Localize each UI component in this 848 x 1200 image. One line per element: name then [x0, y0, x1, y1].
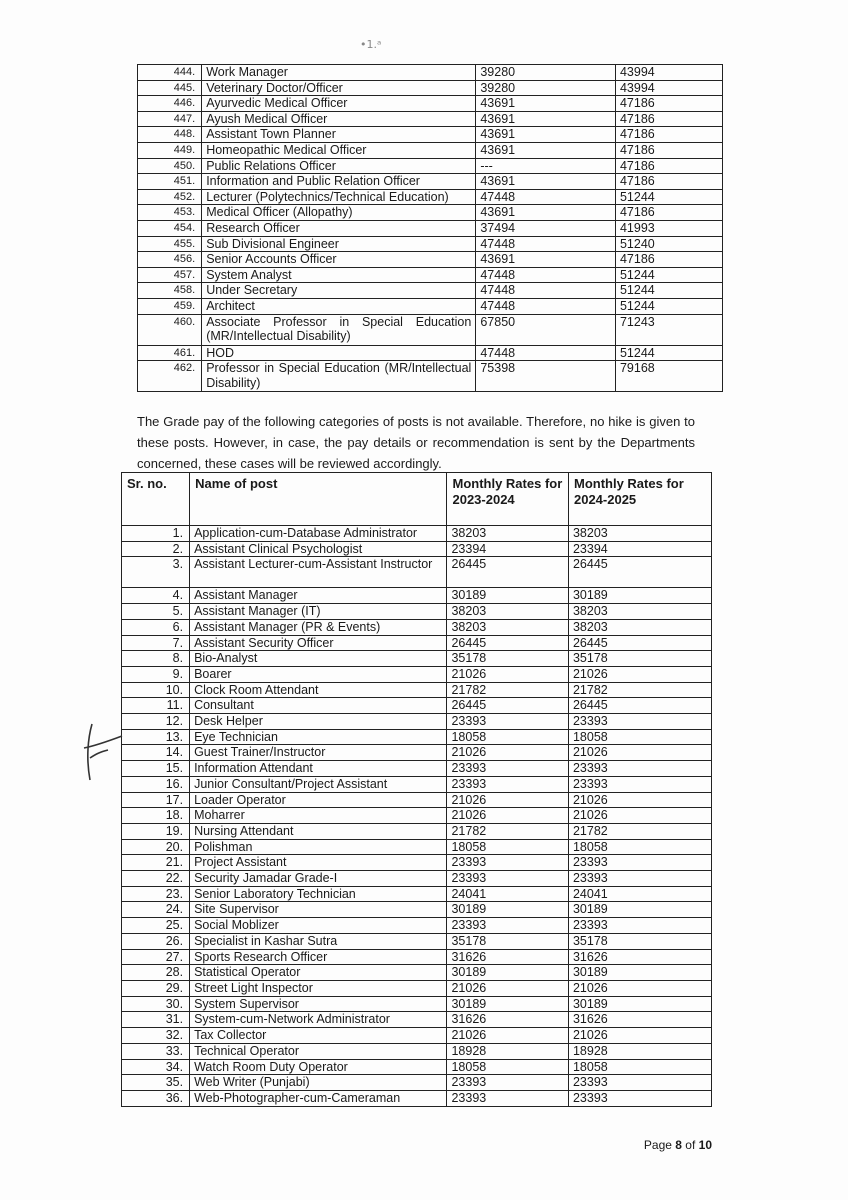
table-row [122, 541, 712, 557]
table-row [138, 314, 723, 345]
post-name-cell: Information and Public Relation Officer [202, 174, 476, 190]
rate-2024-2025-cell: 18058 [568, 839, 711, 855]
serial-number-cell: 23. [122, 886, 190, 902]
post-name-cell: Statistical Operator [190, 965, 447, 981]
serial-number-cell: 24. [122, 902, 190, 918]
rate-2023-2024-cell: 30189 [447, 965, 569, 981]
serial-number-cell: 12. [122, 714, 190, 730]
serial-number-cell: 31. [122, 1012, 190, 1028]
post-name-cell: Assistant Lecturer-cum-Assistant Instructor [190, 557, 447, 588]
rate-2024-2025-cell: 51244 [615, 298, 722, 314]
rate-2023-2024-cell: 38203 [447, 526, 569, 542]
rate-2024-2025-cell: 21026 [568, 792, 711, 808]
post-name-cell: Clock Room Attendant [190, 682, 447, 698]
serial-number-cell: 16. [122, 776, 190, 792]
table-row [122, 729, 712, 745]
rate-2023-2024-cell: 35178 [447, 933, 569, 949]
post-name-cell: Junior Consultant/Project Assistant [190, 776, 447, 792]
serial-number-cell: 459. [138, 298, 202, 314]
table-posts-without-grade-pay [121, 472, 712, 1107]
table-row [122, 557, 712, 588]
table-row [138, 236, 723, 252]
table-row [122, 698, 712, 714]
rate-2024-2025-cell: 23393 [568, 855, 711, 871]
rate-2024-2025-cell: 47186 [615, 158, 722, 174]
rate-2024-2025-cell: 30189 [568, 902, 711, 918]
post-name-cell: Site Supervisor [190, 902, 447, 918]
rate-2024-2025-cell: 21026 [568, 666, 711, 682]
post-name-cell: Ayurvedic Medical Officer [202, 96, 476, 112]
table-row [138, 127, 723, 143]
serial-number-cell: 30. [122, 996, 190, 1012]
post-name-cell: Moharrer [190, 808, 447, 824]
post-name-cell: Veterinary Doctor/Officer [202, 80, 476, 96]
table-row [122, 635, 712, 651]
rate-2023-2024-cell: 23393 [447, 918, 569, 934]
rate-2024-2025-cell: 47186 [615, 252, 722, 268]
post-name-cell: Web Writer (Punjabi) [190, 1075, 447, 1091]
table-row [138, 96, 723, 112]
rate-2024-2025-cell: 23393 [568, 1090, 711, 1106]
serial-number-cell: 444. [138, 65, 202, 81]
table-row [122, 1090, 712, 1106]
rate-2023-2024-cell: 39280 [476, 80, 616, 96]
serial-number-cell: 32. [122, 1028, 190, 1044]
post-name-cell: Senior Laboratory Technician [190, 886, 447, 902]
serial-number-cell: 454. [138, 220, 202, 236]
post-name-cell: Polishman [190, 839, 447, 855]
rate-2023-2024-cell: --- [476, 158, 616, 174]
rate-2024-2025-cell: 35178 [568, 651, 711, 667]
table-row [122, 792, 712, 808]
table-row [138, 189, 723, 205]
serial-number-cell: 4. [122, 588, 190, 604]
rate-2024-2025-cell: 38203 [568, 619, 711, 635]
serial-number-cell: 446. [138, 96, 202, 112]
post-name-cell: Desk Helper [190, 714, 447, 730]
table-row [122, 776, 712, 792]
rate-2024-2025-cell: 38203 [568, 526, 711, 542]
serial-number-cell: 10. [122, 682, 190, 698]
table-row [138, 65, 723, 81]
serial-number-cell: 34. [122, 1059, 190, 1075]
table-row [138, 174, 723, 190]
rate-2023-2024-cell: 23393 [447, 714, 569, 730]
post-name-cell: Sports Research Officer [190, 949, 447, 965]
rate-2024-2025-cell: 26445 [568, 557, 711, 588]
rate-2023-2024-cell: 23393 [447, 1090, 569, 1106]
serial-number-cell: 452. [138, 189, 202, 205]
rate-2024-2025-cell: 21782 [568, 682, 711, 698]
post-name-cell: Eye Technician [190, 729, 447, 745]
rate-2024-2025-cell: 30189 [568, 996, 711, 1012]
post-name-cell: Application-cum-Database Administrator [190, 526, 447, 542]
table-row [122, 588, 712, 604]
post-name-cell: Medical Officer (Allopathy) [202, 205, 476, 221]
serial-number-cell: 22. [122, 871, 190, 887]
serial-number-cell: 18. [122, 808, 190, 824]
rate-2023-2024-cell: 38203 [447, 619, 569, 635]
table-row [122, 823, 712, 839]
serial-number-cell: 14. [122, 745, 190, 761]
rate-2024-2025-cell: 23394 [568, 541, 711, 557]
post-name-cell: Research Officer [202, 220, 476, 236]
footer-of-label: of [681, 1138, 699, 1152]
table-row [122, 933, 712, 949]
table-row [122, 871, 712, 887]
footer-current-page: 8 [675, 1138, 682, 1152]
post-name-cell: Associate Professor in Special Education (MR/Intellectual Disability) [202, 314, 476, 345]
header-sr-no: Sr. no. [122, 473, 190, 526]
post-name-cell: System Supervisor [190, 996, 447, 1012]
post-name-cell: Security Jamadar Grade-I [190, 871, 447, 887]
table-row [122, 526, 712, 542]
rate-2024-2025-cell: 21782 [568, 823, 711, 839]
rate-2024-2025-cell: 47186 [615, 174, 722, 190]
table-row [138, 345, 723, 361]
rate-2023-2024-cell: 18058 [447, 839, 569, 855]
rate-2023-2024-cell: 26445 [447, 635, 569, 651]
table-row [122, 949, 712, 965]
post-name-cell: Assistant Manager (PR & Events) [190, 619, 447, 635]
grade-pay-note: The Grade pay of the following categories of posts is not available. Therefore, no hike is given to these posts. However, in case, the pay details or recommendation is sent by the Departments concerned, these cases will be reviewed accordingly. [137, 414, 695, 471]
table-row [122, 918, 712, 934]
serial-number-cell: 447. [138, 111, 202, 127]
rate-2024-2025-cell: 31626 [568, 1012, 711, 1028]
post-name-cell: Professor in Special Education (MR/Intellectual Disability) [202, 361, 476, 392]
rate-2023-2024-cell: 23393 [447, 761, 569, 777]
post-name-cell: Assistant Manager (IT) [190, 604, 447, 620]
post-name-cell: Street Light Inspector [190, 980, 447, 996]
rate-2024-2025-cell: 47186 [615, 111, 722, 127]
post-name-cell: Assistant Clinical Psychologist [190, 541, 447, 557]
rate-2023-2024-cell: 39280 [476, 65, 616, 81]
rate-2023-2024-cell: 75398 [476, 361, 616, 392]
rate-2024-2025-cell: 23393 [568, 918, 711, 934]
table-continued-posts [137, 64, 723, 392]
post-name-cell: Tax Collector [190, 1028, 447, 1044]
rate-2023-2024-cell: 21026 [447, 666, 569, 682]
table-row [122, 1012, 712, 1028]
rate-2024-2025-cell: 51244 [615, 267, 722, 283]
table-row [138, 267, 723, 283]
post-name-cell: Bio-Analyst [190, 651, 447, 667]
serial-number-cell: 456. [138, 252, 202, 268]
rate-2024-2025-cell: 18058 [568, 1059, 711, 1075]
post-name-cell: Senior Accounts Officer [202, 252, 476, 268]
rate-2023-2024-cell: 23393 [447, 855, 569, 871]
table-row [122, 714, 712, 730]
footer-page-label: Page [643, 1138, 676, 1152]
serial-number-cell: 9. [122, 666, 190, 682]
rate-2024-2025-cell: 21026 [568, 745, 711, 761]
rate-2024-2025-cell: 79168 [615, 361, 722, 392]
rate-2024-2025-cell: 23393 [568, 761, 711, 777]
post-name-cell: Assistant Security Officer [190, 635, 447, 651]
serial-number-cell: 28. [122, 965, 190, 981]
footer-total-pages: 10 [698, 1138, 712, 1152]
rate-2024-2025-cell: 51240 [615, 236, 722, 252]
serial-number-cell: 19. [122, 823, 190, 839]
serial-number-cell: 36. [122, 1090, 190, 1106]
serial-number-cell: 20. [122, 839, 190, 855]
post-name-cell: System Analyst [202, 267, 476, 283]
table-row [138, 298, 723, 314]
serial-number-cell: 26. [122, 933, 190, 949]
serial-number-cell: 8. [122, 651, 190, 667]
post-name-cell: Assistant Manager [190, 588, 447, 604]
rate-2024-2025-cell: 35178 [568, 933, 711, 949]
rate-2023-2024-cell: 47448 [476, 189, 616, 205]
serial-number-cell: 13. [122, 729, 190, 745]
table-row [138, 361, 723, 392]
serial-number-cell: 445. [138, 80, 202, 96]
table-row [122, 902, 712, 918]
post-name-cell: Nursing Attendant [190, 823, 447, 839]
rate-2023-2024-cell: 21026 [447, 1028, 569, 1044]
rate-2023-2024-cell: 21026 [447, 745, 569, 761]
post-name-cell: HOD [202, 345, 476, 361]
post-name-cell: Information Attendant [190, 761, 447, 777]
rate-2024-2025-cell: 43994 [615, 80, 722, 96]
rate-2023-2024-cell: 23393 [447, 776, 569, 792]
rate-2024-2025-cell: 47186 [615, 205, 722, 221]
rate-2023-2024-cell: 18928 [447, 1043, 569, 1059]
handwritten-initial-mark [78, 718, 126, 788]
post-name-cell: Assistant Town Planner [202, 127, 476, 143]
serial-number-cell: 1. [122, 526, 190, 542]
rate-2023-2024-cell: 23394 [447, 541, 569, 557]
scan-mark: •1.ᵃ [360, 38, 382, 51]
serial-number-cell: 17. [122, 792, 190, 808]
rate-2024-2025-cell: 51244 [615, 283, 722, 299]
rate-2024-2025-cell: 23393 [568, 871, 711, 887]
rate-2024-2025-cell: 23393 [568, 776, 711, 792]
rate-2023-2024-cell: 21026 [447, 792, 569, 808]
rate-2023-2024-cell: 30189 [447, 588, 569, 604]
serial-number-cell: 21. [122, 855, 190, 871]
rate-2023-2024-cell: 18058 [447, 729, 569, 745]
rate-2023-2024-cell: 31626 [447, 1012, 569, 1028]
rate-2023-2024-cell: 43691 [476, 252, 616, 268]
table-row [122, 666, 712, 682]
table-row [122, 619, 712, 635]
table-row [138, 220, 723, 236]
rate-2024-2025-cell: 51244 [615, 345, 722, 361]
post-name-cell: Homeopathic Medical Officer [202, 142, 476, 158]
rate-2024-2025-cell: 30189 [568, 965, 711, 981]
table-row [122, 761, 712, 777]
rate-2024-2025-cell: 23393 [568, 714, 711, 730]
serial-number-cell: 451. [138, 174, 202, 190]
rate-2024-2025-cell: 47186 [615, 142, 722, 158]
rate-2023-2024-cell: 67850 [476, 314, 616, 345]
rate-2023-2024-cell: 37494 [476, 220, 616, 236]
rate-2024-2025-cell: 21026 [568, 1028, 711, 1044]
serial-number-cell: 449. [138, 142, 202, 158]
rate-2024-2025-cell: 51244 [615, 189, 722, 205]
serial-number-cell: 3. [122, 557, 190, 588]
rate-2023-2024-cell: 43691 [476, 205, 616, 221]
post-name-cell: Watch Room Duty Operator [190, 1059, 447, 1075]
table-row [122, 1043, 712, 1059]
post-name-cell: Social Moblizer [190, 918, 447, 934]
table-row [138, 283, 723, 299]
rate-2023-2024-cell: 43691 [476, 142, 616, 158]
rate-2023-2024-cell: 47448 [476, 345, 616, 361]
rate-2023-2024-cell: 35178 [447, 651, 569, 667]
serial-number-cell: 29. [122, 980, 190, 996]
rate-2024-2025-cell: 30189 [568, 588, 711, 604]
rate-2024-2025-cell: 47186 [615, 127, 722, 143]
rate-2024-2025-cell: 41993 [615, 220, 722, 236]
rate-2023-2024-cell: 38203 [447, 604, 569, 620]
rate-2024-2025-cell: 26445 [568, 698, 711, 714]
rate-2023-2024-cell: 26445 [447, 698, 569, 714]
rate-2023-2024-cell: 47448 [476, 283, 616, 299]
post-name-cell: Work Manager [202, 65, 476, 81]
header-name-of-post: Name of post [190, 473, 447, 526]
rate-2024-2025-cell: 23393 [568, 1075, 711, 1091]
rate-2023-2024-cell: 23393 [447, 871, 569, 887]
table-row [122, 886, 712, 902]
table-row [138, 252, 723, 268]
post-name-cell: Under Secretary [202, 283, 476, 299]
table-row [122, 745, 712, 761]
rate-2024-2025-cell: 18928 [568, 1043, 711, 1059]
serial-number-cell: 453. [138, 205, 202, 221]
post-name-cell: Guest Trainer/Instructor [190, 745, 447, 761]
post-name-cell: Consultant [190, 698, 447, 714]
rate-2023-2024-cell: 43691 [476, 174, 616, 190]
post-name-cell: System-cum-Network Administrator [190, 1012, 447, 1028]
header-rates-2023-2024: Monthly Rates for 2023-2024 [447, 473, 569, 526]
rate-2023-2024-cell: 23393 [447, 1075, 569, 1091]
rate-2023-2024-cell: 31626 [447, 949, 569, 965]
rate-2023-2024-cell: 21782 [447, 823, 569, 839]
rate-2024-2025-cell: 43994 [615, 65, 722, 81]
rate-2024-2025-cell: 38203 [568, 604, 711, 620]
table-row [122, 1028, 712, 1044]
table-row [122, 965, 712, 981]
page-footer [644, 1138, 712, 1152]
table-row [122, 682, 712, 698]
serial-number-cell: 11. [122, 698, 190, 714]
rate-2023-2024-cell: 43691 [476, 96, 616, 112]
table-row [122, 651, 712, 667]
table-row [138, 80, 723, 96]
table-row [122, 808, 712, 824]
rate-2023-2024-cell: 26445 [447, 557, 569, 588]
serial-number-cell: 450. [138, 158, 202, 174]
rate-2023-2024-cell: 18058 [447, 1059, 569, 1075]
rate-2024-2025-cell: 24041 [568, 886, 711, 902]
serial-number-cell: 460. [138, 314, 202, 345]
rate-2023-2024-cell: 47448 [476, 298, 616, 314]
rate-2024-2025-cell: 31626 [568, 949, 711, 965]
rate-2023-2024-cell: 30189 [447, 902, 569, 918]
table-row [122, 1059, 712, 1075]
rate-2023-2024-cell: 24041 [447, 886, 569, 902]
serial-number-cell: 33. [122, 1043, 190, 1059]
table-row [138, 111, 723, 127]
post-name-cell: Loader Operator [190, 792, 447, 808]
serial-number-cell: 25. [122, 918, 190, 934]
table-row [122, 855, 712, 871]
serial-number-cell: 35. [122, 1075, 190, 1091]
post-name-cell: Lecturer (Polytechnics/Technical Education) [202, 189, 476, 205]
table-row [138, 158, 723, 174]
table-header-row [122, 473, 712, 526]
serial-number-cell: 448. [138, 127, 202, 143]
rate-2023-2024-cell: 21782 [447, 682, 569, 698]
table-row [122, 996, 712, 1012]
post-name-cell: Web-Photographer-cum-Cameraman [190, 1090, 447, 1106]
serial-number-cell: 462. [138, 361, 202, 392]
table-row [122, 980, 712, 996]
post-name-cell: Ayush Medical Officer [202, 111, 476, 127]
post-name-cell: Technical Operator [190, 1043, 447, 1059]
serial-number-cell: 5. [122, 604, 190, 620]
serial-number-cell: 27. [122, 949, 190, 965]
serial-number-cell: 458. [138, 283, 202, 299]
table-row [138, 205, 723, 221]
post-name-cell: Public Relations Officer [202, 158, 476, 174]
rate-2023-2024-cell: 47448 [476, 267, 616, 283]
rate-2023-2024-cell: 47448 [476, 236, 616, 252]
rate-2024-2025-cell: 18058 [568, 729, 711, 745]
serial-number-cell: 15. [122, 761, 190, 777]
rate-2024-2025-cell: 47186 [615, 96, 722, 112]
post-name-cell: Boarer [190, 666, 447, 682]
table-row [122, 1075, 712, 1091]
post-name-cell: Project Assistant [190, 855, 447, 871]
rate-2023-2024-cell: 43691 [476, 111, 616, 127]
serial-number-cell: 7. [122, 635, 190, 651]
serial-number-cell: 6. [122, 619, 190, 635]
post-name-cell: Specialist in Kashar Sutra [190, 933, 447, 949]
table-row [138, 142, 723, 158]
rate-2024-2025-cell: 21026 [568, 980, 711, 996]
rate-2023-2024-cell: 21026 [447, 980, 569, 996]
rate-2024-2025-cell: 71243 [615, 314, 722, 345]
rate-2024-2025-cell: 21026 [568, 808, 711, 824]
rate-2023-2024-cell: 21026 [447, 808, 569, 824]
post-name-cell: Sub Divisional Engineer [202, 236, 476, 252]
header-rates-2024-2025: Monthly Rates for 2024-2025 [568, 473, 711, 526]
rate-2023-2024-cell: 30189 [447, 996, 569, 1012]
serial-number-cell: 457. [138, 267, 202, 283]
post-name-cell: Architect [202, 298, 476, 314]
serial-number-cell: 461. [138, 345, 202, 361]
rate-2023-2024-cell: 43691 [476, 127, 616, 143]
table-row [122, 604, 712, 620]
rate-2024-2025-cell: 26445 [568, 635, 711, 651]
serial-number-cell: 2. [122, 541, 190, 557]
table-row [122, 839, 712, 855]
serial-number-cell: 455. [138, 236, 202, 252]
